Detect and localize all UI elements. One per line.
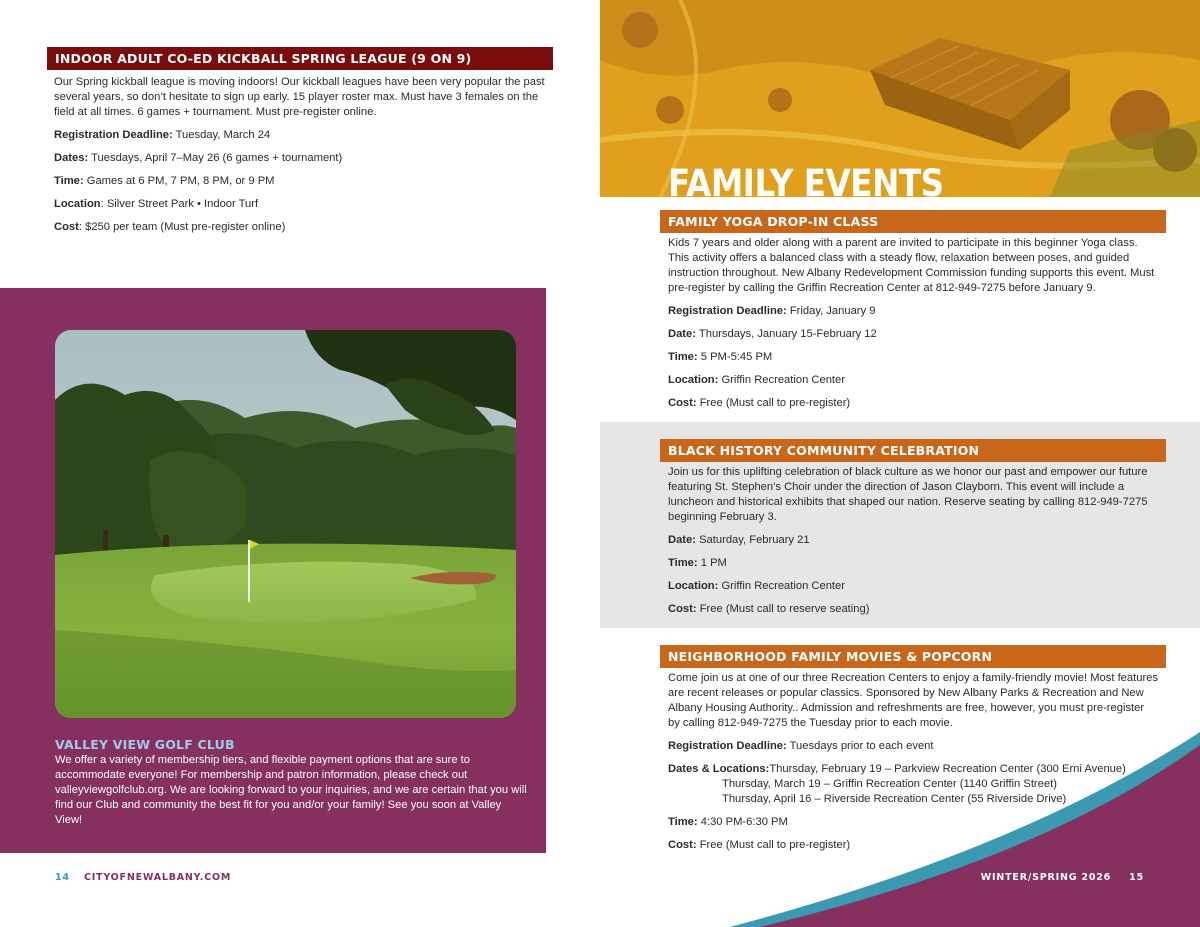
yoga-event <box>660 210 1166 411</box>
detail-label: Time: <box>668 351 698 363</box>
kickball-details <box>47 128 553 235</box>
detail-value: Tuesday, March 24 <box>172 129 271 141</box>
date-item: Thursday, February 19 – Parkview Recreation Center (300 Erni Avenue) <box>769 763 1126 775</box>
detail-label: Cost: <box>668 397 697 409</box>
detail-label: Location: <box>668 580 719 592</box>
detail-label: Dates & Locations: <box>668 763 770 775</box>
detail-value: Friday, January 9 <box>786 305 876 317</box>
detail-value: Tuesdays prior to each event <box>786 740 934 752</box>
detail-value: Griffin Recreation Center <box>718 374 845 386</box>
detail-value: Tuesdays, April 7–May 26 (6 games + tournament) <box>88 152 343 164</box>
detail-value: Saturday, February 21 <box>695 534 810 546</box>
detail-row <box>668 373 1158 388</box>
detail-row <box>668 556 1158 571</box>
detail-value: : Silver Street Park • Indoor Turf <box>100 198 259 210</box>
detail-label: Registration Deadline: <box>668 305 787 317</box>
detail-row <box>54 220 546 235</box>
detail-row <box>668 602 1158 617</box>
black-history-details <box>660 533 1166 617</box>
detail-label: Time: <box>54 175 84 187</box>
detail-label: Cost: <box>668 603 697 615</box>
detail-row <box>668 739 1158 754</box>
movies-details <box>660 739 1166 853</box>
black-history-event <box>660 439 1166 617</box>
detail-label: Dates: <box>54 152 89 164</box>
golf-club-description: We offer a variety of membership tiers, and flexible payment options that are sure to accommodate everyone! For membership and patron information, please check out valleyviewgolfclub.org. We are looking forward to your inquiries, and we are certain that you will find our Club and community the best fit for you and/or your family! See you soon at Valley View! <box>55 754 527 826</box>
season-label: WINTER/SPRING 2026 <box>980 872 1112 883</box>
detail-row <box>668 304 1158 319</box>
movies-title: NEIGHBORHOOD FAMILY MOVIES & POPCORN <box>660 645 1166 668</box>
detail-row <box>668 533 1158 548</box>
detail-row <box>668 327 1158 342</box>
movies-event <box>660 645 1166 853</box>
detail-row <box>54 174 546 189</box>
detail-value: 4:30 PM-6:30 PM <box>697 816 788 828</box>
page-number-right: 15 <box>1129 872 1144 883</box>
date-item: Thursday, March 19 – Griffin Recreation Center (1140 Griffin Street) <box>722 778 1057 790</box>
detail-label: Date: <box>668 534 696 546</box>
detail-label: Time: <box>668 816 698 828</box>
movies-description: Come join us at one of our three Recreation Centers to enjoy a family-friendly movie! Most features are recent releases or popular classics. Sponsored by New Albany Parks & Recreation and New Albany Housing Authority.. Admission and refreshments are free, however, you must pre-register by calling 812-949-7275 the Tuesday prior to each movie. <box>668 672 1158 729</box>
dates-row <box>668 762 1158 777</box>
kickball-title: INDOOR ADULT CO-ED KICKBALL SPRING LEAGUE (9 ON 9) <box>47 47 553 70</box>
black-history-title: BLACK HISTORY COMMUNITY CELEBRATION <box>660 439 1166 462</box>
black-history-description: Join us for this uplifting celebration of black culture as we honor our past and empower our future featuring St. Stephen’s Choir under the direction of Jason Clayborn. This event will include a luncheon and historical exhibits that shaped our nation. Reserve seating by calling 812-949-7275 beginning February 3. <box>668 466 1148 523</box>
golf-club-title: VALLEY VIEW GOLF CLUB <box>55 737 235 752</box>
detail-label: Registration Deadline: <box>54 129 173 141</box>
detail-row <box>668 815 1158 830</box>
detail-value: 5 PM-5:45 PM <box>697 351 773 363</box>
footer-left <box>55 872 231 883</box>
detail-label: Registration Deadline: <box>668 740 787 752</box>
yoga-details <box>660 304 1166 411</box>
detail-row <box>54 128 546 143</box>
detail-value: : $250 per team (Must pre-register online) <box>78 221 286 233</box>
detail-value: Thursdays, January 15-February 12 <box>695 328 877 340</box>
detail-row <box>668 350 1158 365</box>
golf-course-photo <box>55 330 516 718</box>
website-link[interactable]: CITYOFNEWALBANY.COM <box>83 872 232 883</box>
yoga-title: FAMILY YOGA DROP-IN CLASS <box>660 210 1166 233</box>
detail-label: Time: <box>668 557 698 569</box>
detail-value: Games at 6 PM, 7 PM, 8 PM, or 9 PM <box>83 175 275 187</box>
kickball-section <box>47 47 553 235</box>
golf-club-panel <box>0 288 546 853</box>
footer-right <box>981 872 1144 883</box>
detail-label: Cost: <box>668 839 697 851</box>
detail-row <box>668 579 1158 594</box>
detail-value: Free (Must call to pre-register) <box>696 397 851 409</box>
detail-value: Free (Must call to reserve seating) <box>696 603 870 615</box>
family-events-heading: FAMILY EVENTS <box>668 162 944 205</box>
page-number-left: 14 <box>55 872 70 883</box>
detail-value: Free (Must call to pre-register) <box>696 839 851 851</box>
detail-row <box>54 151 546 166</box>
kickball-description: Our Spring kickball league is moving indoors! Our kickball leagues have been very popular the past several years, so don’t hesitate to sign up early. 15 player roster max. Must have 3 females on the field at all times. 6 games + tournament. Must pre-register online. <box>54 76 545 118</box>
detail-label: Cost <box>54 221 79 233</box>
detail-row <box>54 197 546 212</box>
detail-label: Location: <box>668 374 719 386</box>
yoga-description: Kids 7 years and older along with a parent are invited to participate in this beginner Yoga class. This activity offers a balanced class with a steady flow, relaxation between poses, and guided instruction throughout. New Albany Redevelopment Commission funding supports this event. Must pre-register by calling the Griffin Recreation Center at 812-949-7275 before January 9. <box>668 237 1155 294</box>
date-item: Thursday, April 16 – Riverside Recreation Center (55 Riverside Drive) <box>722 793 1067 805</box>
detail-row <box>668 396 1158 411</box>
detail-value: 1 PM <box>697 557 727 569</box>
detail-label: Date: <box>668 328 696 340</box>
detail-label: Location <box>54 198 101 210</box>
detail-row <box>668 838 1158 853</box>
detail-value: Griffin Recreation Center <box>718 580 845 592</box>
dates-locations <box>668 762 1158 807</box>
